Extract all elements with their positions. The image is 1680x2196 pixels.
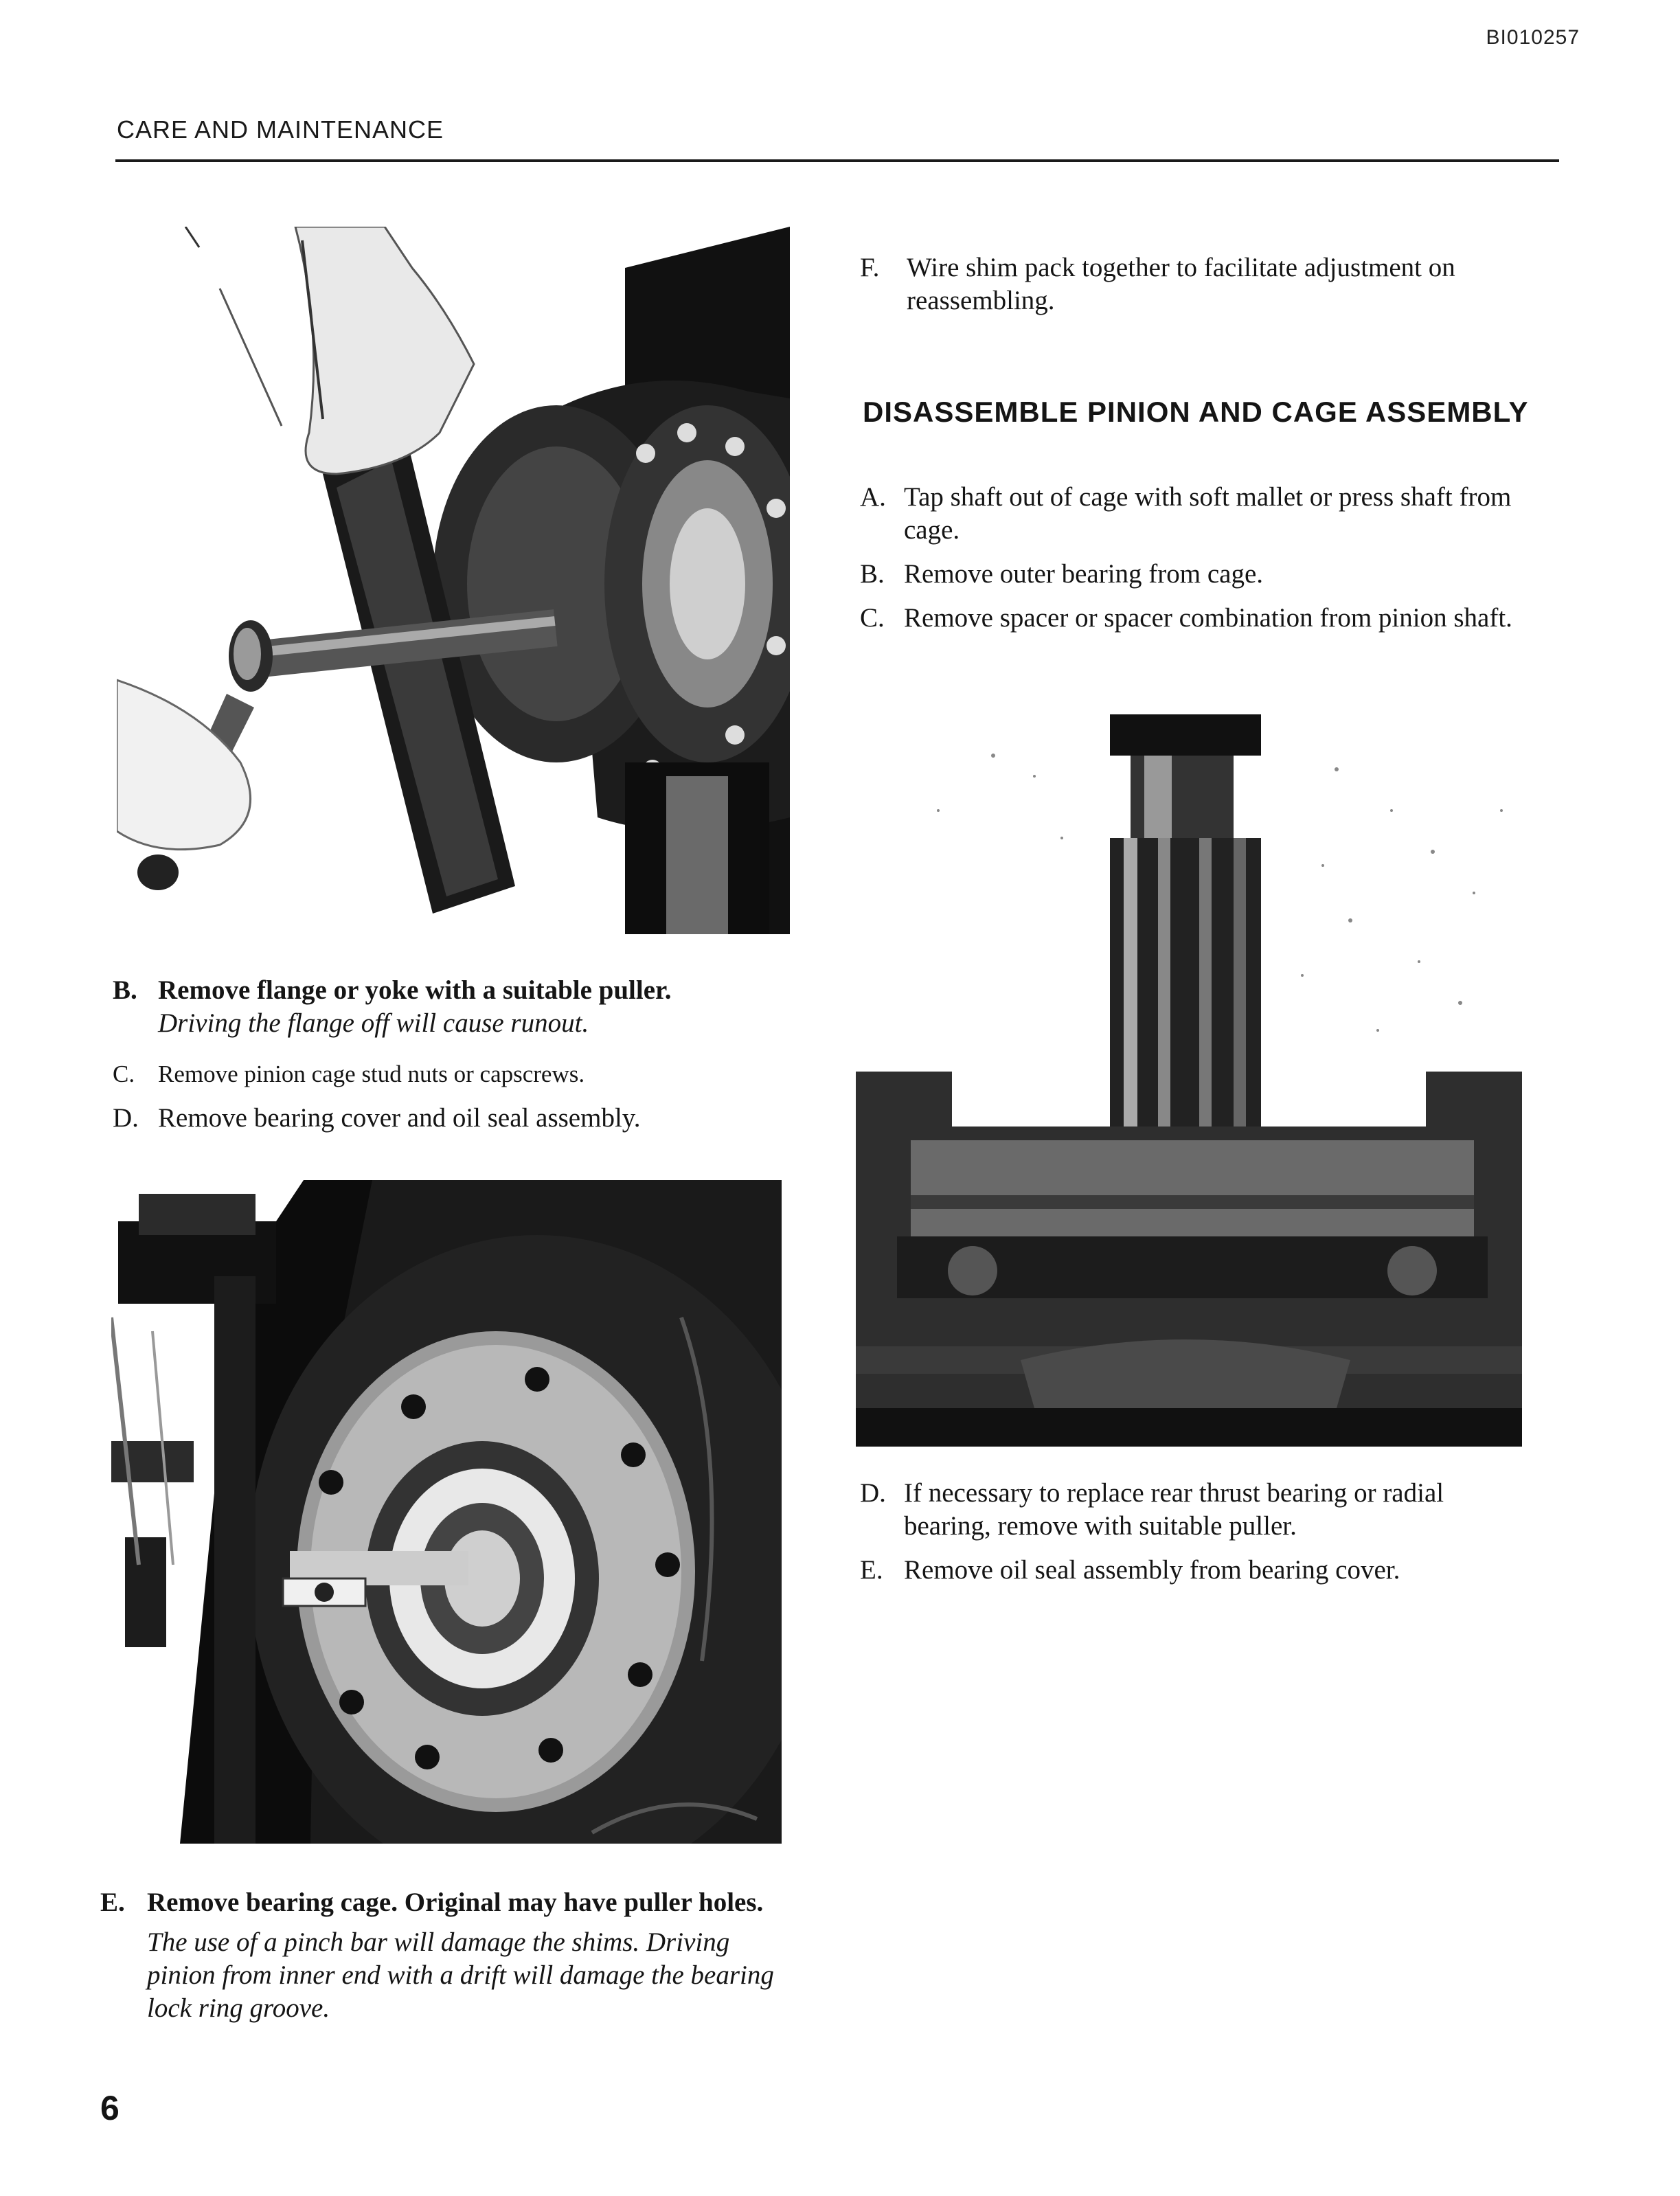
section-header: CARE AND MAINTENANCE xyxy=(117,115,444,144)
step-text: If necessary to replace rear thrust bearing or radial bearing, remove with suitable puller. xyxy=(904,1478,1444,1541)
photo-flange-puller xyxy=(117,227,790,934)
step-remove-spacer xyxy=(860,602,1519,635)
step-text: Remove bearing cage. Original may have puller holes. xyxy=(147,1888,764,1917)
step-text: Wire shim pack together to facilitate adjustment on reassembling. xyxy=(907,253,1455,315)
step-remove-bearing-cage xyxy=(100,1886,794,2025)
step-letter: C. xyxy=(113,1061,135,1087)
step-letter: E. xyxy=(100,1888,125,1917)
step-remove-flange xyxy=(113,974,799,1040)
step-text: Remove flange or yoke with a suitable puller. xyxy=(158,975,672,1005)
step-note: Driving the flange off will cause runout. xyxy=(158,1008,589,1038)
step-letter: B. xyxy=(860,559,885,589)
section-heading: DISASSEMBLE PINION AND CAGE ASSEMBLY xyxy=(863,396,1529,428)
step-text: Remove oil seal assembly from bearing cover. xyxy=(904,1555,1400,1585)
page-number: 6 xyxy=(100,2089,120,2127)
step-remove-oil-seal xyxy=(860,1554,1519,1587)
step-tap-shaft xyxy=(860,481,1519,547)
step-note: The use of a pinch bar will damage the shims. Driving pinion from inner end with a drift will damage the bearing lock ring groove. xyxy=(147,1927,774,2023)
step-remove-stud-nuts xyxy=(113,1058,799,1091)
step-text: Remove bearing cover and oil seal assembly. xyxy=(158,1103,641,1133)
document-id: BI010257 xyxy=(1486,26,1580,49)
step-letter: F. xyxy=(860,253,880,282)
step-text: Remove spacer or spacer combination from pinion shaft. xyxy=(904,603,1512,633)
step-letter: D. xyxy=(860,1478,886,1508)
step-replace-thrust-bearing xyxy=(860,1477,1519,1543)
step-letter: C. xyxy=(860,603,885,633)
step-text: Remove pinion cage stud nuts or capscrews. xyxy=(158,1061,585,1087)
step-text: Tap shaft out of cage with soft mallet or press shaft from cage. xyxy=(904,482,1512,545)
step-remove-outer-bearing xyxy=(860,558,1519,591)
step-letter: D. xyxy=(113,1103,139,1133)
step-remove-bearing-cover xyxy=(113,1102,799,1135)
photo-bearing-cage xyxy=(111,1180,782,1844)
photo-pinion-press xyxy=(856,714,1522,1447)
step-text: Remove outer bearing from cage. xyxy=(904,559,1264,589)
step-wire-shim-pack xyxy=(860,251,1519,317)
header-divider xyxy=(115,159,1559,162)
step-letter: E. xyxy=(860,1555,883,1585)
step-letter: B. xyxy=(113,975,137,1005)
step-letter: A. xyxy=(860,482,886,512)
